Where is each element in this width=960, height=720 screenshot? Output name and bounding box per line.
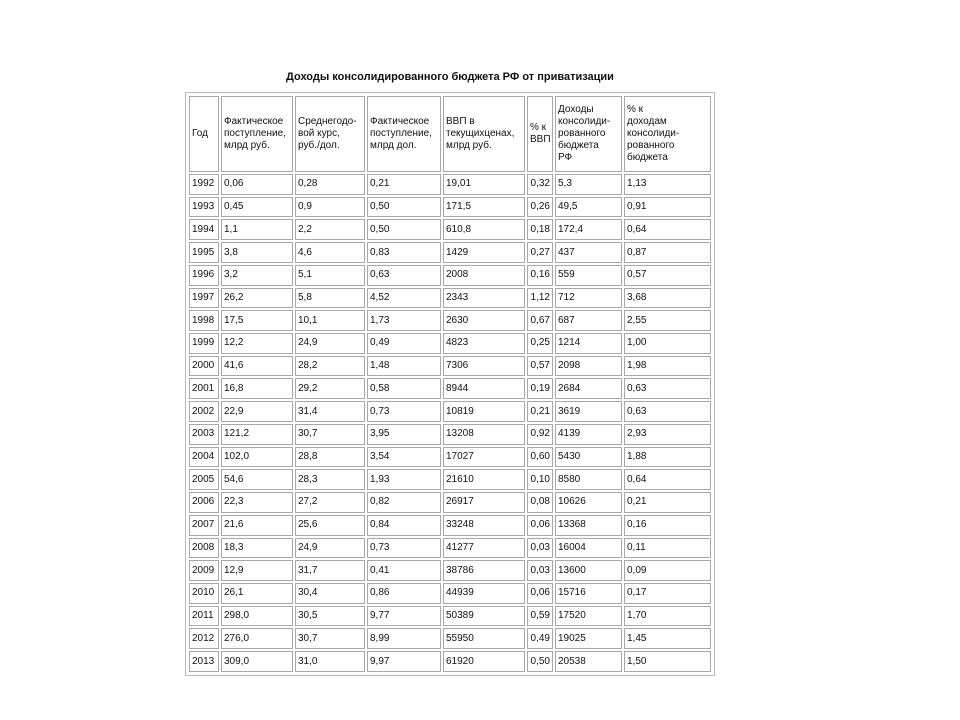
cell-exchange-rate: 28,8 [295,447,365,468]
cell-receipts-rub: 18,3 [221,538,293,559]
cell-pct-budget-revenue: 0,63 [624,378,711,399]
cell-year: 2006 [189,492,219,513]
cell-receipts-usd: 0,83 [367,242,441,263]
cell-exchange-rate: 24,9 [295,538,365,559]
cell-receipts-usd: 0,84 [367,515,441,536]
cell-receipts-rub: 54,6 [221,469,293,490]
cell-gdp: 2008 [443,265,525,286]
table-row [189,197,711,218]
table-row [189,265,711,286]
cell-exchange-rate: 24,9 [295,333,365,354]
cell-gdp: 2630 [443,310,525,331]
table-row [189,538,711,559]
table-row [189,492,711,513]
cell-exchange-rate: 31,7 [295,560,365,581]
cell-pct-budget-revenue: 2,93 [624,424,711,445]
cell-gdp: 171,5 [443,197,525,218]
cell-receipts-usd: 0,58 [367,378,441,399]
cell-pct-gdp: 0,06 [527,583,553,604]
cell-budget-revenue: 15716 [555,583,622,604]
header-receipts-usd: Фактическое поступление, млрд дол. [367,96,441,172]
cell-receipts-usd: 0,49 [367,333,441,354]
cell-exchange-rate: 30,4 [295,583,365,604]
cell-gdp: 13208 [443,424,525,445]
cell-pct-budget-revenue: 1,70 [624,606,711,627]
cell-budget-revenue: 437 [555,242,622,263]
cell-year: 2012 [189,628,219,649]
table-row [189,288,711,309]
cell-pct-gdp: 0,32 [527,174,553,195]
cell-pct-gdp: 0,67 [527,310,553,331]
cell-pct-budget-revenue: 3,68 [624,288,711,309]
cell-exchange-rate: 0,28 [295,174,365,195]
privatization-revenue-table [187,94,713,674]
cell-budget-revenue: 13600 [555,560,622,581]
table-row [189,606,711,627]
cell-year: 2007 [189,515,219,536]
cell-gdp: 8944 [443,378,525,399]
cell-pct-budget-revenue: 0,11 [624,538,711,559]
cell-receipts-usd: 4,52 [367,288,441,309]
cell-gdp: 55950 [443,628,525,649]
cell-pct-gdp: 0,26 [527,197,553,218]
cell-budget-revenue: 19025 [555,628,622,649]
cell-pct-budget-revenue: 1,50 [624,651,711,672]
cell-pct-gdp: 0,57 [527,356,553,377]
cell-year: 2011 [189,606,219,627]
cell-pct-budget-revenue: 0,64 [624,219,711,240]
table-row [189,401,711,422]
cell-pct-budget-revenue: 2,55 [624,310,711,331]
cell-receipts-usd: 0,63 [367,265,441,286]
cell-receipts-rub: 298,0 [221,606,293,627]
cell-budget-revenue: 4139 [555,424,622,445]
cell-pct-gdp: 0,08 [527,492,553,513]
cell-receipts-rub: 26,1 [221,583,293,604]
cell-pct-budget-revenue: 1,88 [624,447,711,468]
table-row [189,424,711,445]
header-year: Год [189,96,219,172]
cell-year: 1999 [189,333,219,354]
cell-pct-budget-revenue: 0,21 [624,492,711,513]
cell-year: 2009 [189,560,219,581]
cell-exchange-rate: 30,5 [295,606,365,627]
cell-receipts-rub: 309,0 [221,651,293,672]
cell-pct-gdp: 0,18 [527,219,553,240]
cell-receipts-usd: 3,54 [367,447,441,468]
table-row [189,242,711,263]
cell-budget-revenue: 5,3 [555,174,622,195]
cell-year: 1996 [189,265,219,286]
cell-budget-revenue: 559 [555,265,622,286]
cell-year: 2008 [189,538,219,559]
cell-receipts-rub: 22,9 [221,401,293,422]
cell-gdp: 44939 [443,583,525,604]
cell-pct-gdp: 0,10 [527,469,553,490]
header-budget-revenue: Доходы консолиди- рованного бюджета РФ [555,96,622,172]
cell-exchange-rate: 28,2 [295,356,365,377]
cell-receipts-rub: 16,8 [221,378,293,399]
table-row [189,174,711,195]
cell-receipts-rub: 12,2 [221,333,293,354]
cell-budget-revenue: 1214 [555,333,622,354]
cell-receipts-usd: 0,73 [367,538,441,559]
cell-pct-gdp: 0,59 [527,606,553,627]
privatization-revenue-table-frame [185,92,715,676]
cell-receipts-usd: 0,50 [367,219,441,240]
cell-pct-budget-revenue: 1,45 [624,628,711,649]
cell-budget-revenue: 3619 [555,401,622,422]
table-row [189,583,711,604]
cell-receipts-rub: 17,5 [221,310,293,331]
cell-exchange-rate: 2,2 [295,219,365,240]
cell-exchange-rate: 30,7 [295,628,365,649]
cell-budget-revenue: 2098 [555,356,622,377]
table-row [189,560,711,581]
cell-gdp: 19,01 [443,174,525,195]
cell-pct-budget-revenue: 0,17 [624,583,711,604]
cell-pct-gdp: 0,06 [527,515,553,536]
cell-year: 1992 [189,174,219,195]
cell-year: 1994 [189,219,219,240]
cell-budget-revenue: 172,4 [555,219,622,240]
cell-year: 2002 [189,401,219,422]
cell-pct-gdp: 0,49 [527,628,553,649]
cell-year: 1997 [189,288,219,309]
cell-exchange-rate: 28,3 [295,469,365,490]
cell-receipts-usd: 0,82 [367,492,441,513]
cell-year: 2005 [189,469,219,490]
cell-gdp: 610,8 [443,219,525,240]
cell-receipts-usd: 3,95 [367,424,441,445]
cell-budget-revenue: 8580 [555,469,622,490]
cell-exchange-rate: 5,8 [295,288,365,309]
cell-pct-budget-revenue: 0,16 [624,515,711,536]
cell-pct-budget-revenue: 0,87 [624,242,711,263]
cell-exchange-rate: 30,7 [295,424,365,445]
cell-receipts-usd: 0,21 [367,174,441,195]
cell-pct-gdp: 0,50 [527,651,553,672]
table-row [189,515,711,536]
cell-exchange-rate: 27,2 [295,492,365,513]
table-header [189,96,711,172]
cell-receipts-usd: 9,97 [367,651,441,672]
cell-year: 2004 [189,447,219,468]
cell-receipts-rub: 0,45 [221,197,293,218]
cell-pct-gdp: 0,19 [527,378,553,399]
cell-budget-revenue: 687 [555,310,622,331]
cell-receipts-rub: 12,9 [221,560,293,581]
cell-pct-budget-revenue: 0,09 [624,560,711,581]
cell-pct-budget-revenue: 0,64 [624,469,711,490]
header-pct-gdp: % к ВВП [527,96,553,172]
cell-exchange-rate: 5,1 [295,265,365,286]
cell-year: 2003 [189,424,219,445]
header-pct-budget-revenue: % к доходам консолиди- рованного бюджета [624,96,711,172]
cell-receipts-rub: 0,06 [221,174,293,195]
cell-pct-budget-revenue: 0,63 [624,401,711,422]
cell-pct-budget-revenue: 1,13 [624,174,711,195]
cell-receipts-usd: 0,50 [367,197,441,218]
cell-pct-gdp: 0,16 [527,265,553,286]
cell-year: 2001 [189,378,219,399]
header-gdp: ВВП в текущихценах, млрд руб. [443,96,525,172]
cell-receipts-usd: 9,77 [367,606,441,627]
cell-pct-budget-revenue: 0,57 [624,265,711,286]
cell-exchange-rate: 25,6 [295,515,365,536]
table-row [189,333,711,354]
cell-year: 2000 [189,356,219,377]
cell-receipts-rub: 1,1 [221,219,293,240]
cell-receipts-usd: 0,86 [367,583,441,604]
cell-gdp: 33248 [443,515,525,536]
cell-budget-revenue: 10626 [555,492,622,513]
header-receipts-rub: Фактическое поступление, млрд руб. [221,96,293,172]
cell-gdp: 26917 [443,492,525,513]
cell-gdp: 17027 [443,447,525,468]
cell-gdp: 7306 [443,356,525,377]
cell-year: 1998 [189,310,219,331]
cell-receipts-rub: 21,6 [221,515,293,536]
header-row [189,96,711,172]
table-row [189,356,711,377]
cell-budget-revenue: 13368 [555,515,622,536]
page-title: Доходы консолидированного бюджета РФ от приватизации [286,71,614,83]
cell-pct-gdp: 0,27 [527,242,553,263]
cell-gdp: 50389 [443,606,525,627]
cell-year: 2010 [189,583,219,604]
cell-exchange-rate: 31,0 [295,651,365,672]
cell-budget-revenue: 16004 [555,538,622,559]
cell-receipts-usd: 0,41 [367,560,441,581]
cell-receipts-rub: 102,0 [221,447,293,468]
cell-exchange-rate: 0,9 [295,197,365,218]
cell-exchange-rate: 4,6 [295,242,365,263]
cell-pct-gdp: 0,03 [527,560,553,581]
cell-pct-gdp: 0,60 [527,447,553,468]
cell-budget-revenue: 49,5 [555,197,622,218]
cell-receipts-usd: 0,73 [367,401,441,422]
table-row [189,378,711,399]
cell-gdp: 21610 [443,469,525,490]
cell-receipts-rub: 26,2 [221,288,293,309]
table-row [189,310,711,331]
cell-gdp: 41277 [443,538,525,559]
cell-receipts-rub: 41,6 [221,356,293,377]
cell-gdp: 38786 [443,560,525,581]
table-body [189,174,711,672]
cell-gdp: 4823 [443,333,525,354]
cell-exchange-rate: 29,2 [295,378,365,399]
cell-receipts-usd: 8,99 [367,628,441,649]
cell-receipts-rub: 3,8 [221,242,293,263]
header-exchange-rate: Среднегодо- вой курс, руб./дол. [295,96,365,172]
cell-budget-revenue: 20538 [555,651,622,672]
table-row [189,628,711,649]
table-row [189,219,711,240]
cell-year: 2013 [189,651,219,672]
cell-pct-gdp: 0,25 [527,333,553,354]
table-row [189,447,711,468]
cell-receipts-rub: 3,2 [221,265,293,286]
cell-gdp: 61920 [443,651,525,672]
cell-receipts-usd: 1,48 [367,356,441,377]
cell-pct-budget-revenue: 1,98 [624,356,711,377]
table-row [189,651,711,672]
cell-exchange-rate: 31,4 [295,401,365,422]
cell-gdp: 1429 [443,242,525,263]
table-row [189,469,711,490]
cell-receipts-rub: 121,2 [221,424,293,445]
cell-pct-budget-revenue: 0,91 [624,197,711,218]
cell-budget-revenue: 17520 [555,606,622,627]
cell-gdp: 10819 [443,401,525,422]
cell-pct-gdp: 1,12 [527,288,553,309]
cell-exchange-rate: 10,1 [295,310,365,331]
cell-year: 1995 [189,242,219,263]
cell-receipts-rub: 22,3 [221,492,293,513]
cell-gdp: 2343 [443,288,525,309]
cell-receipts-rub: 276,0 [221,628,293,649]
cell-budget-revenue: 712 [555,288,622,309]
cell-pct-gdp: 0,03 [527,538,553,559]
cell-budget-revenue: 2684 [555,378,622,399]
cell-receipts-usd: 1,73 [367,310,441,331]
cell-pct-budget-revenue: 1,00 [624,333,711,354]
cell-pct-gdp: 0,21 [527,401,553,422]
cell-receipts-usd: 1,93 [367,469,441,490]
cell-pct-gdp: 0,92 [527,424,553,445]
cell-budget-revenue: 5430 [555,447,622,468]
cell-year: 1993 [189,197,219,218]
